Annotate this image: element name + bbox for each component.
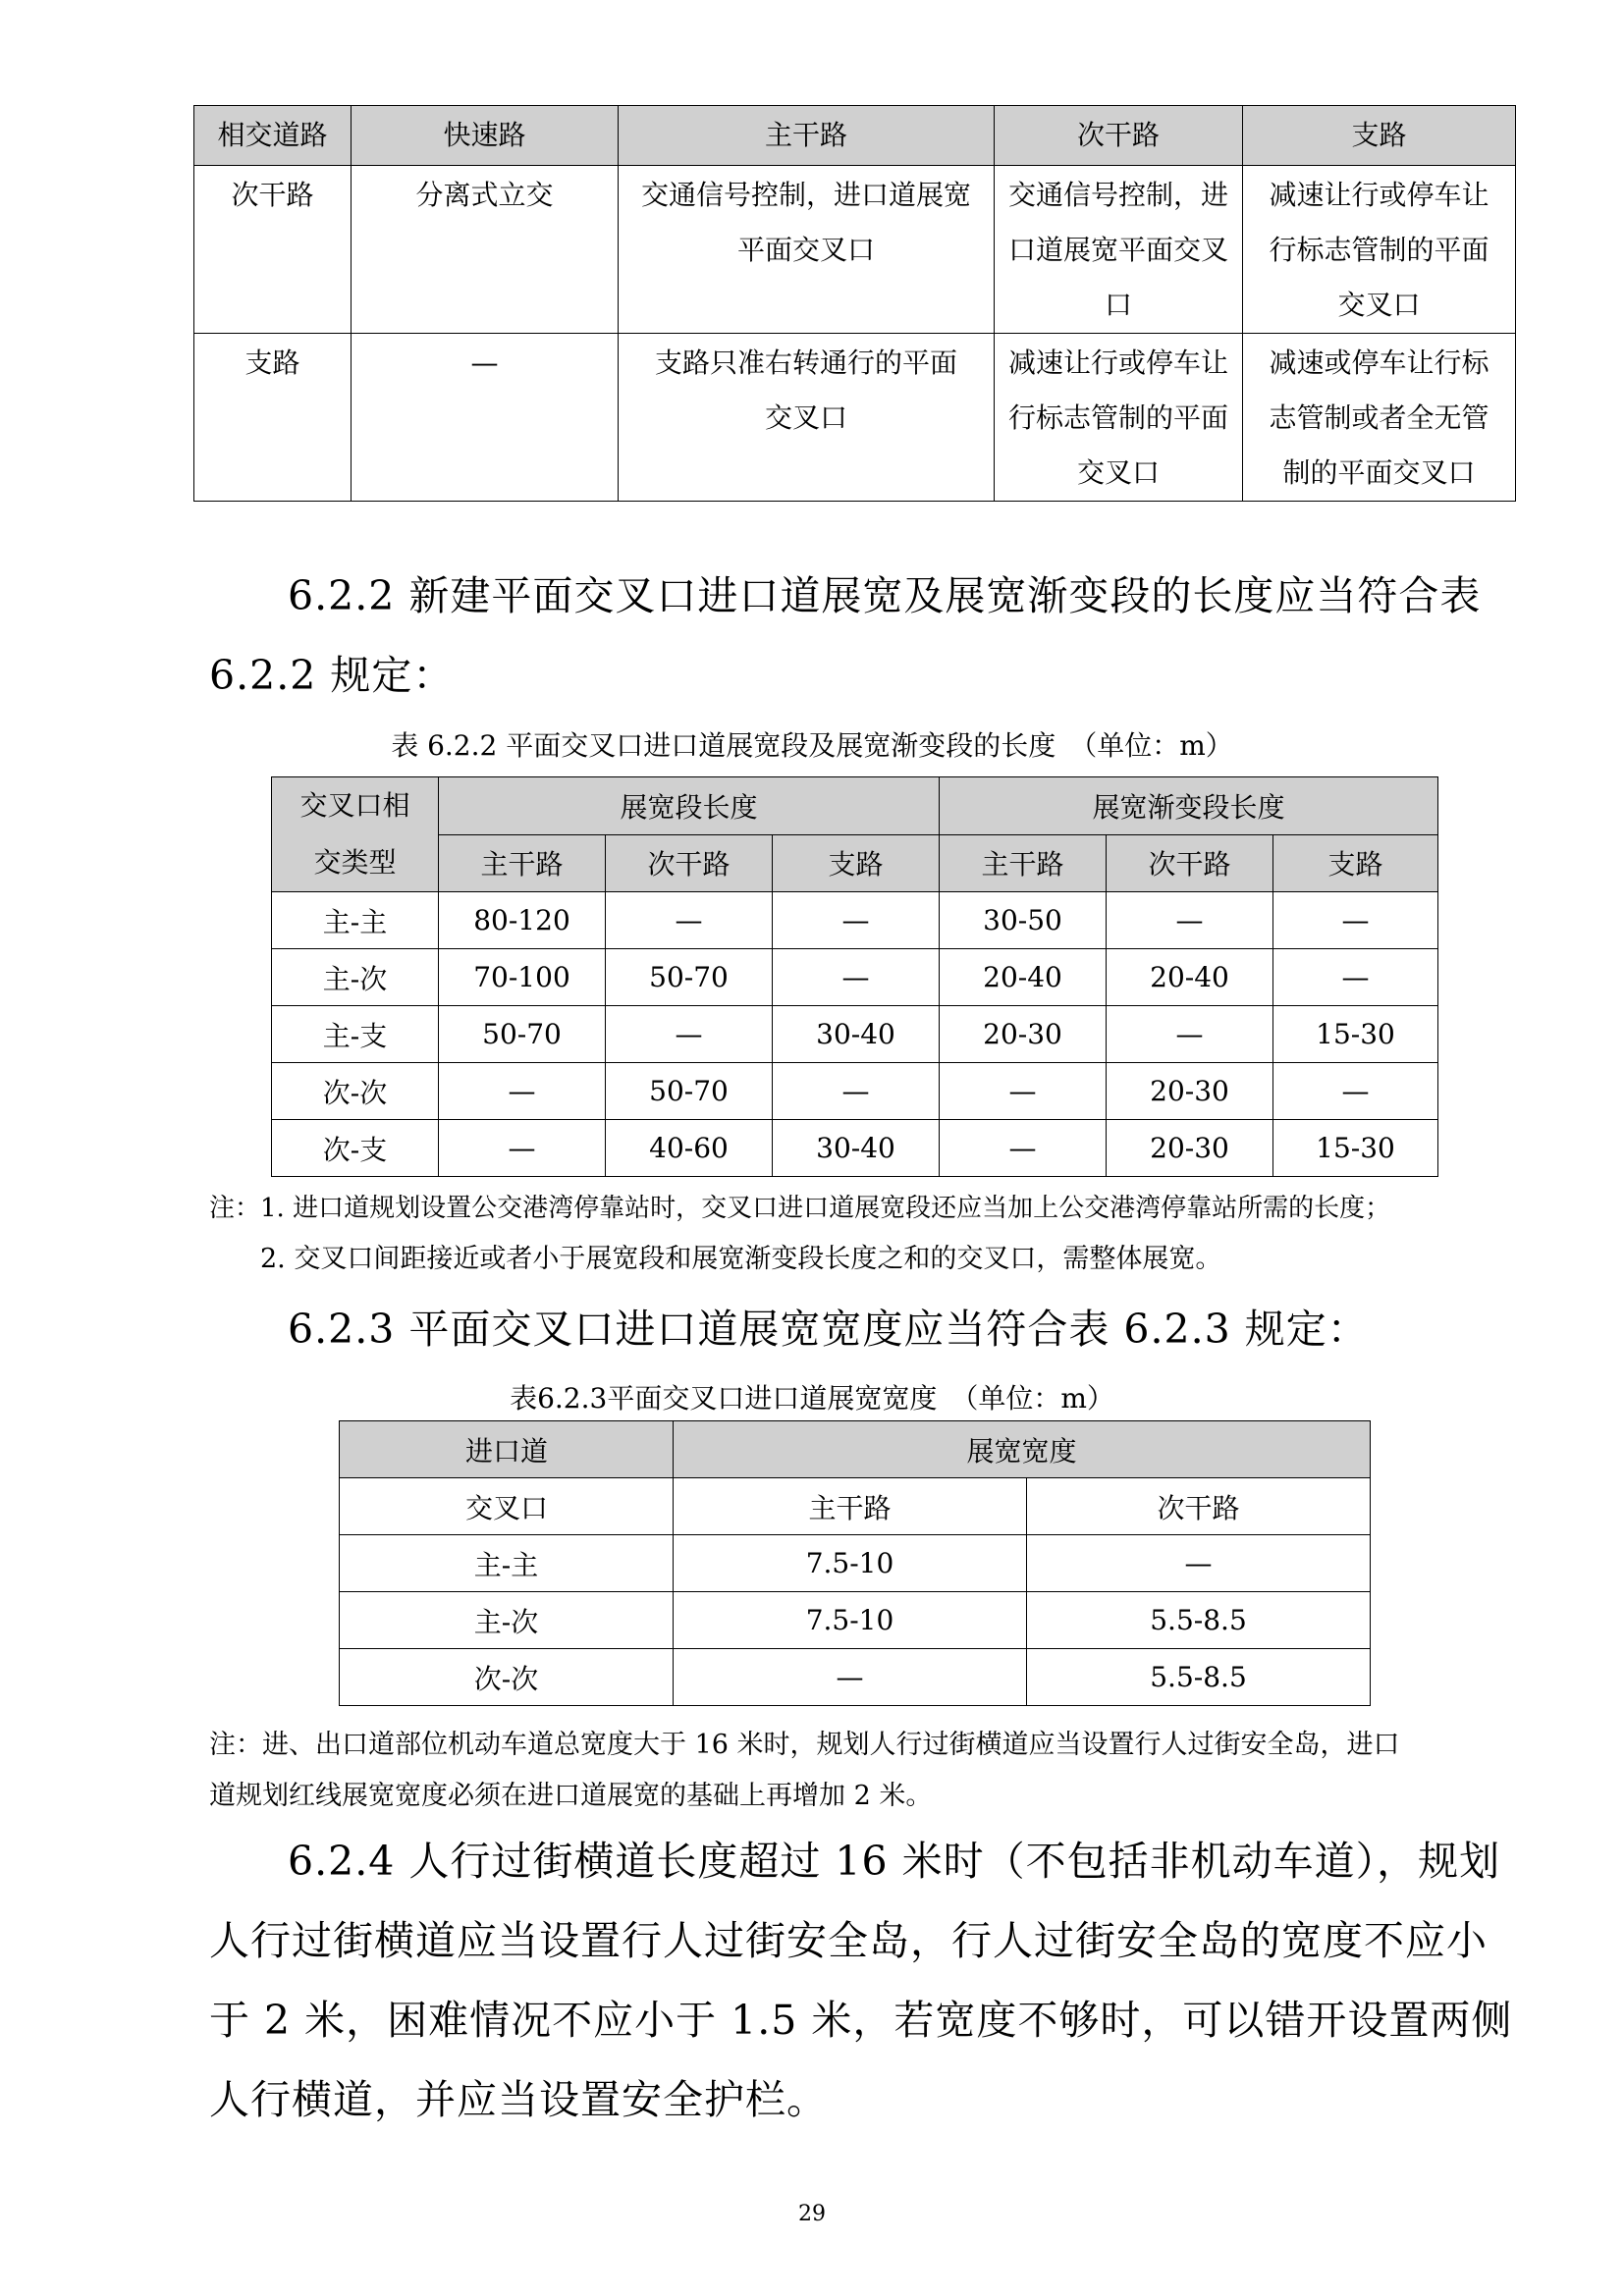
table-header-cell: 相交道路 <box>194 106 352 166</box>
table-cell: 交通信号控制，进口道展宽平面交叉口 <box>619 166 995 334</box>
row-label: 主-主 <box>272 892 439 949</box>
table-cell: — <box>352 334 619 502</box>
table-cell: — <box>773 892 940 949</box>
table-corner-header: 交叉口相交类型 <box>272 777 439 892</box>
subheader-cell: 主干路 <box>940 834 1107 892</box>
intersection-control-table <box>193 105 1516 502</box>
table-cell: — <box>1107 1006 1273 1063</box>
row-label: 次-次 <box>340 1649 674 1706</box>
table-row <box>272 1006 1438 1063</box>
table-cell: — <box>439 1120 606 1177</box>
row-label: 支路 <box>194 334 352 502</box>
table-header-cell: 次干路 <box>995 106 1243 166</box>
table-cell: 减速或停车让行标志管制或者全无管制的平面交叉口 <box>1243 334 1516 502</box>
table-header-cell: 进口道 <box>340 1421 674 1478</box>
table-6-2-2-caption: 表 6.2.2 平面交叉口进口道展宽段及展宽渐变段的长度 （单位：m） <box>391 729 1233 762</box>
row-label: 主-支 <box>272 1006 439 1063</box>
table-6-2-2-note-1: 注：1. 进口道规划设置公交港湾停靠站时，交叉口进口道展宽段还应当加上公交港湾停靠站所需的长度； <box>209 1194 1391 1223</box>
row-label: 次-次 <box>272 1063 439 1120</box>
table-cell: 70-100 <box>439 949 606 1006</box>
group-header: 展宽宽度 <box>674 1421 1371 1478</box>
widening-width-table <box>339 1420 1371 1706</box>
table-cell: — <box>1273 1063 1438 1120</box>
table-cell: 支路只准右转通行的平面交叉口 <box>619 334 995 502</box>
table-header-cell: 快速路 <box>352 106 619 166</box>
table-cell: 50-70 <box>439 1006 606 1063</box>
table-cell: 减速让行或停车让行标志管制的平面交叉口 <box>1243 166 1516 334</box>
table-cell: 5.5-8.5 <box>1027 1592 1371 1649</box>
table-cell: 7.5-10 <box>674 1592 1027 1649</box>
table-6-2-3-note-line-1: 注：进、出口道部位机动车道总宽度大于 16 米时，规划人行过街横道应当设置行人过街安全岛，进口 <box>209 1730 1400 1760</box>
table-cell: — <box>773 1063 940 1120</box>
table-cell: 30-40 <box>773 1006 940 1063</box>
table-cell: — <box>773 949 940 1006</box>
table-cell: 30-40 <box>773 1120 940 1177</box>
table-header-cell: 支路 <box>1243 106 1516 166</box>
table-cell: 80-120 <box>439 892 606 949</box>
table-row <box>194 334 1516 502</box>
table-cell: — <box>1273 949 1438 1006</box>
table-cell: 20-30 <box>1107 1063 1273 1120</box>
table-6-2-2-note-2: 2. 交叉口间距接近或者小于展宽段和展宽渐变段长度之和的交叉口，需整体展宽。 <box>260 1244 1222 1274</box>
table-row <box>272 1063 1438 1120</box>
subheader-cell: 支路 <box>773 834 940 892</box>
table-cell: 20-30 <box>1107 1120 1273 1177</box>
table-row <box>194 166 1516 334</box>
table-row <box>272 1120 1438 1177</box>
subheader-cell: 次干路 <box>1107 834 1273 892</box>
group-header: 展宽段长度 <box>439 777 940 835</box>
subheader-cell: 支路 <box>1273 834 1438 892</box>
table-cell: 50-70 <box>606 1063 773 1120</box>
table-cell: 15-30 <box>1273 1120 1438 1177</box>
table-cell: — <box>439 1063 606 1120</box>
table-cell: 20-30 <box>940 1006 1107 1063</box>
table-cell: 30-50 <box>940 892 1107 949</box>
table-6-2-3-caption: 表6.2.3平面交叉口进口道展宽宽度 （单位：m） <box>510 1382 1114 1415</box>
table-row <box>340 1649 1371 1706</box>
widening-length-table <box>271 776 1438 1177</box>
row-label: 主-次 <box>272 949 439 1006</box>
table-cell: 40-60 <box>606 1120 773 1177</box>
table-cell: 减速让行或停车让行标志管制的平面交叉口 <box>995 334 1243 502</box>
row-label: 主-主 <box>340 1535 674 1592</box>
table-cell: 5.5-8.5 <box>1027 1649 1371 1706</box>
table-cell: — <box>940 1063 1107 1120</box>
table-cell: 15-30 <box>1273 1006 1438 1063</box>
table-cell: — <box>1107 892 1273 949</box>
table-cell: — <box>1027 1535 1371 1592</box>
section-6-2-4: 6.2.4 人行过街横道长度超过 16 米时（不包括非机动车道），规划人行过街横道应当设置行人过街安全岛，行人过街安全岛的宽度不应小于 2 米，困难情况不应小于 1.5 米，若宽度不够时，可以错开设置两侧人行横道，并应当设置安全护栏。 <box>209 1838 1513 2123</box>
table-cell: 20-40 <box>1107 949 1273 1006</box>
subheader-cell: 次干路 <box>1027 1478 1371 1535</box>
table-row <box>272 949 1438 1006</box>
table-cell: — <box>606 1006 773 1063</box>
table-cell: 分离式立交 <box>352 166 619 334</box>
section-6-2-2: 6.2.2 新建平面交叉口进口道展宽及展宽渐变段的长度应当符合表 6.2.2 规定： <box>209 572 1482 699</box>
table-cell: — <box>1273 892 1438 949</box>
table-cell: — <box>674 1649 1027 1706</box>
subheader-cell: 主干路 <box>674 1478 1027 1535</box>
table-header-cell: 主干路 <box>619 106 995 166</box>
group-header: 展宽渐变段长度 <box>940 777 1438 835</box>
subheader-cell: 次干路 <box>606 834 773 892</box>
table-cell: 7.5-10 <box>674 1535 1027 1592</box>
section-6-2-3: 6.2.3 平面交叉口进口道展宽宽度应当符合表 6.2.3 规定： <box>288 1306 1369 1353</box>
table-cell: 50-70 <box>606 949 773 1006</box>
row-label: 主-次 <box>340 1592 674 1649</box>
row-label: 次-支 <box>272 1120 439 1177</box>
table-header-cell: 交叉口 <box>340 1478 674 1535</box>
table-cell: 20-40 <box>940 949 1107 1006</box>
table-row <box>272 892 1438 949</box>
table-6-2-3-note-line-2: 道规划红线展宽宽度必须在进口道展宽的基础上再增加 2 米。 <box>209 1781 933 1811</box>
subheader-cell: 主干路 <box>439 834 606 892</box>
row-label: 次干路 <box>194 166 352 334</box>
table-row <box>340 1592 1371 1649</box>
table-row <box>340 1535 1371 1592</box>
table-cell: — <box>606 892 773 949</box>
table-cell: — <box>940 1120 1107 1177</box>
page-number: 29 <box>798 2202 826 2226</box>
table-cell: 交通信号控制，进口道展宽平面交叉口 <box>995 166 1243 334</box>
